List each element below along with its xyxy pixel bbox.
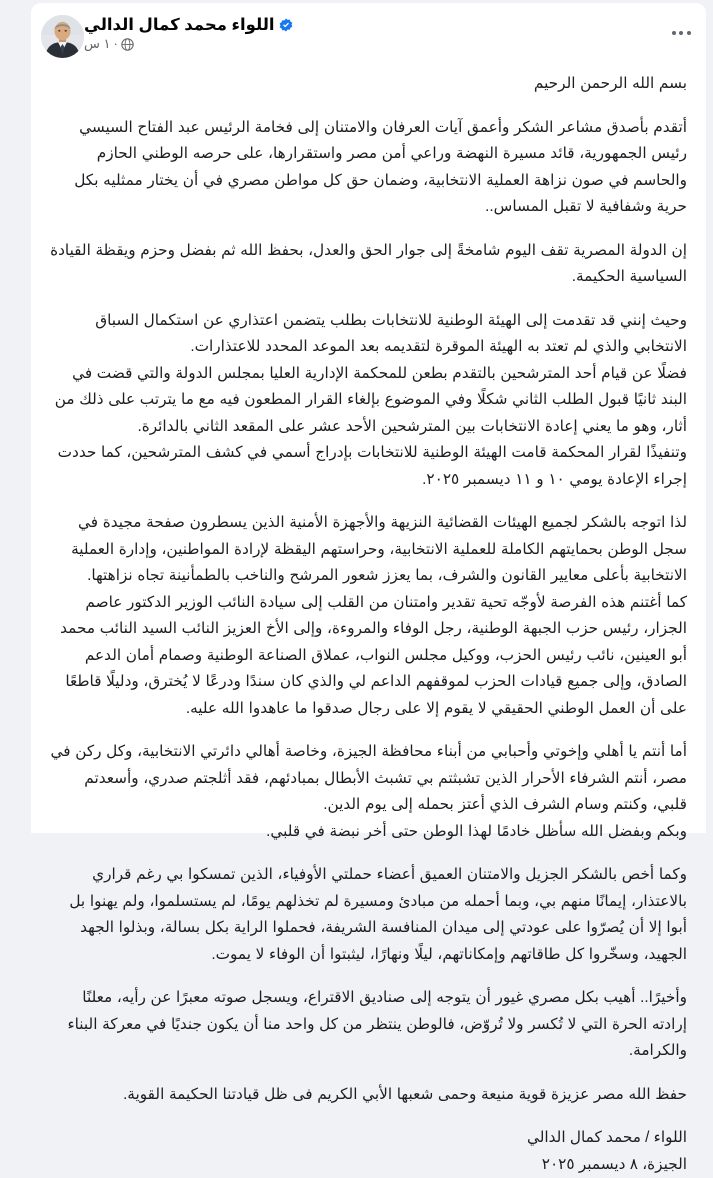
post-paragraph: إن الدولة المصرية تقف اليوم شامخةً إلى جوار الحق والعدل، بحفظ الله ثم بفضل وحزم ويقظة القيادة السياسية الحكيمة. [49,238,687,291]
post-message-body [31,67,706,1178]
post-card [31,3,706,833]
author-row [84,15,293,35]
author-name[interactable]: اللواء محمد كمال الدالي [84,15,275,35]
verified-badge-icon [279,18,293,32]
post-basmala: بسم الله الرحمن الرحيم [49,71,687,98]
signature-name: اللواء / محمد كمال الدالي [49,1125,687,1152]
post-paragraph: حفظ الله مصر عزيزة قوية منيعة وحمى شعبها الأبي الكريم فى ظل قيادتنا الحكيمة القوية. [49,1082,687,1109]
post-paragraph: وتنفيذًا لقرار المحكمة قامت الهيئة الوطنية للانتخابات بإدراج أسمي في كشف المترشحين، كما حددت إجراء الإعادة يومي ١٠ و ١١ ديسمبر ٢٠٢٥. [49,440,687,493]
meta-separator: · [113,36,117,52]
globe-icon[interactable] [121,38,134,51]
post-paragraph: فضلًا عن قيام أحد المترشحين بالتقدم بطعن للمحكمة الإدارية العليا بمجلس الدولة والتي قضت في البند ثانيًا قبول الطلب الثاني شكلًا وفي الموضوع بإلغاء القرار المطعون فيه مع ما يترتب على ذلك من أثار، وهو ما يعني إعادة الانتخابات بين المترشحين الأحد عشر على المقعد الثاني بالدائرة. [49,361,687,441]
post-paragraph: أما أنتم يا أهلي وإخوتي وأحبابي من أبناء محافظة الجيزة، وخاصة أهالي دائرتي الانتخابية، وكل ركن في مصر، أنتم الشرفاء الأحرار الذين تشبثتم بي تشبث الأبطال بمبادئهم، فقد أثلجتم صدري، وأسعدتم قلبي، وكنتم وسام الشرف الذي أعتز بحمله إلى يوم الدين. [49,739,687,819]
post-paragraph: وأخيرًا.. أهيب بكل مصري غيور أن يتوجه إلى صناديق الاقتراع، ويسجل صوته معبرًا عن رأيه، معلنًا إرادته الحرة التي لا تُكسر ولا تُروّض، فالوطن ينتظر من كل واحد منا أن يكون جنديًا في معركة البناء والكرامة. [49,985,687,1065]
post-paragraph: وكما أخص بالشكر الجزيل والامتنان العميق أعضاء حملتي الأوفياء، الذين تمسكوا بي رغم قراري بالاعتذار، إيمانًا منهم بي، وبما أحمله من مبادئ ومسيرة لم تخذلهم يومًا، لم يستسلموا، ولم يهنوا بل أبوا إلا أن يُصرّوا على عودتي إلى ميدان المنافسة الشريفة، فحملوا الراية بكل بسالة، وبذلوا الجهد الجهيد، وسخّروا كل طاقاتهم وإمكاناتهم، ليلًا ونهارًا، ليثبتوا أن الوفاء لا يموت. [49,862,687,968]
post-meta-row [84,36,134,52]
post-options-button[interactable] [665,17,697,49]
avatar[interactable] [41,15,84,58]
post-paragraph: وبكم وبفضل الله سأظل خادمًا لهذا الوطن حتى أخر نبضة في قلبي. [49,819,687,846]
ellipsis-icon [672,31,691,35]
post-timestamp[interactable]: ١ س [84,36,110,52]
post-paragraph: أتقدم بأصدق مشاعر الشكر وأعمق آيات العرفان والامتنان إلى فخامة الرئيس عبد الفتاح السيسي رئيس الجمهورية، قائد مسيرة النهضة وراعي أمن مصر واستقرارها، على حرصه الوطني الحازم والحاسم في صون نزاهة العملية الانتخابية، وضمان حق كل مواطن مصري في أن يختار ممثليه بكل حرية وشفافية لا تقبل المساس.. [49,115,687,221]
post-signature [49,1125,687,1178]
post-paragraph: كما أغتنم هذه الفرصة لأوجّه تحية تقدير وامتنان من القلب إلى سيادة النائب الوزير الدكتور عاصم الجزار، رئيس حزب الجبهة الوطنية، رجل الوفاء والمروءة، وإلى الأخ العزيز النائب السيد النائب محمد أبو العينين، نائب رئيس الحزب، ووكيل مجلس النواب، عملاق الصناعة الوطنية وصمام أمان الدعم الصادق، وإلى جميع قيادات الحزب لموقفهم الداعم لي والذي كان سندًا ودرعًا لا يُخترق، ودليلًا قاطعًا على أن العمل الوطني الحقيقي لا يقوم إلا على رجال صدقوا ما عاهدوا الله عليه. [49,590,687,723]
post-paragraph: وحيث إنني قد تقدمت إلى الهيئة الوطنية للانتخابات بطلب يتضمن اعتذاري عن استكمال السباق الانتخابي والذي لم تعتد به الهيئة الموقرة لتقديمه بعد الموعد المحدد للاعتذارات. [49,308,687,361]
post-header [31,3,706,67]
signature-place-date: الجيزة، ٨ ديسمبر ٢٠٢٥ [49,1152,687,1178]
header-text-block [84,14,293,52]
post-paragraph: لذا اتوجه بالشكر لجميع الهيئات القضائية النزيهة والأجهزة الأمنية الذين يسطرون صفحة مجيدة في سجل الوطن بحمايتهم الكاملة للعملية الانتخابية، وحراستهم اليقظة لإرادة المواطنين، وإدارة العملية الانتخابية بأعلى معايير القانون والشرف، بما يعزز شعور المرشح والناخب بالطمأنينة تجاه نزاهتها. [49,510,687,590]
